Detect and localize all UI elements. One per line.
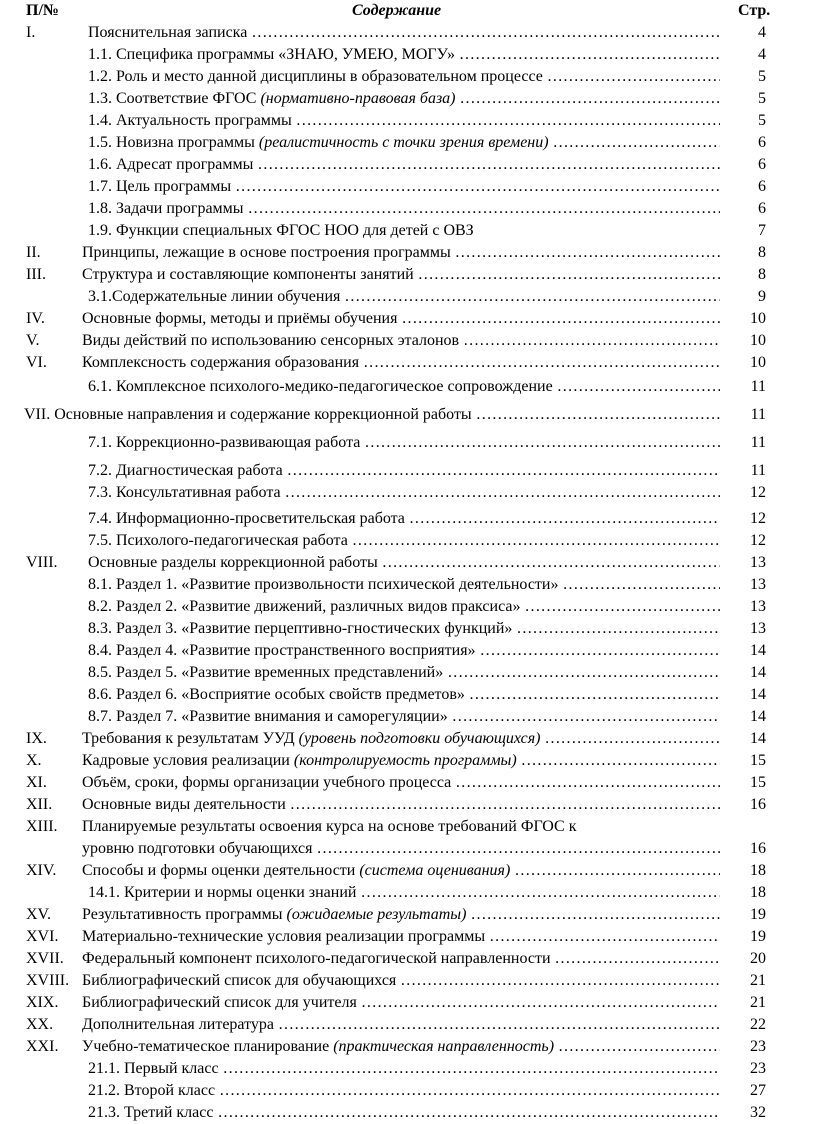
toc-row-number: IV.: [26, 310, 45, 327]
toc-row-title: [82, 1014, 720, 1036]
toc-row-page: 12: [750, 532, 766, 549]
toc-row: [0, 460, 816, 482]
toc-row-page: 5: [758, 90, 766, 107]
toc-row-title-text: 8.4. Раздел 4. «Развитие пространственного восприятия»: [88, 642, 476, 659]
toc-row-title-text: 8.6. Раздел 6. «Восприятие особых свойств предметов»: [88, 686, 465, 703]
toc-row-title: [82, 728, 720, 750]
toc-row: [0, 352, 816, 374]
toc-row-title: [88, 22, 720, 44]
toc-row: [0, 508, 816, 530]
toc-row-number: I.: [26, 24, 36, 41]
toc-row-title-text: 3.1.Содержательные линии обучения: [88, 288, 341, 305]
toc-row-title: [82, 330, 720, 352]
toc-row-page: 13: [750, 554, 766, 571]
toc-row-title-text: 14.1. Критерии и нормы оценки знаний: [88, 884, 357, 901]
toc-row-number: XVIII.: [26, 972, 70, 989]
toc-row-page: 19: [750, 928, 766, 945]
toc-row-title-text: 21.2. Второй класс: [88, 1082, 216, 1099]
toc-row: [0, 376, 816, 398]
toc-row: [0, 154, 816, 176]
toc-row-title: [88, 1102, 720, 1124]
toc-row: [0, 992, 816, 1014]
toc-row-page: 6: [758, 156, 766, 173]
toc-row: [0, 110, 816, 132]
toc-row-page: 19: [750, 906, 766, 923]
toc-row-title-text: Способы и формы оценки деятельности: [82, 862, 360, 879]
toc-row-title: [88, 640, 720, 662]
toc-row-number: XV.: [26, 906, 52, 923]
toc-row-page: 10: [750, 310, 766, 327]
toc-row: [0, 264, 816, 286]
toc-row-page: 11: [750, 406, 766, 423]
toc-row-title-text: 7.3. Консультативная работа: [88, 484, 281, 501]
toc-row-title-text: Требования к результатам УУД: [82, 730, 299, 747]
toc-row-title-text: 8.5. Раздел 5. «Развитие временных представлений»: [88, 664, 444, 681]
toc-row: [0, 198, 816, 220]
toc-row-page: 14: [750, 642, 766, 659]
toc-row-title: [88, 706, 720, 728]
toc-row-number: XX.: [26, 1016, 54, 1033]
toc-row-title-text: 1.5. Новизна программы: [88, 134, 259, 151]
toc-row-title-text: Пояснительная записка: [88, 24, 248, 41]
toc-row-title: [82, 904, 720, 926]
toc-row-title: [88, 662, 720, 684]
toc-row-page: 11: [750, 462, 766, 479]
toc-row: [0, 330, 816, 352]
toc-row-page: 5: [758, 112, 766, 129]
toc-row: [0, 684, 816, 706]
toc-row-title-text: 1.3. Соответствие ФГОС: [88, 90, 261, 107]
toc-row: [0, 860, 816, 882]
toc-row-title: [88, 508, 720, 530]
toc-row-page: 10: [750, 354, 766, 371]
toc-row-title-text: 1.6. Адресат программы: [88, 156, 254, 173]
toc-row-title-text: 7.5. Психолого-педагогическая работа: [88, 532, 348, 549]
toc-row-page: 4: [758, 24, 766, 41]
toc-row-page: 18: [750, 884, 766, 901]
toc-row-number: IX.: [26, 730, 47, 747]
toc-row-number: XXI.: [26, 1038, 59, 1055]
toc-row: [0, 88, 816, 110]
toc-row-title: [88, 1058, 720, 1080]
toc-row-title-text: Учебно-тематическое планирование: [82, 1038, 334, 1055]
toc-row-page: 32: [750, 1104, 766, 1121]
toc-row: [0, 1036, 816, 1058]
toc-row: [0, 618, 816, 640]
toc-row-title-text: 6.1. Комплексное психолого-медико-педагогическое сопровождение: [88, 378, 553, 395]
toc-row: [0, 794, 816, 816]
toc-row-title: [82, 1036, 720, 1058]
toc-row-page: 4: [758, 46, 766, 63]
toc-row-title-text: 1.7. Цель программы: [88, 178, 232, 195]
toc-row-title-text: Комплексность содержания образования: [82, 354, 360, 371]
toc-row-page: 14: [750, 708, 766, 725]
toc-row: [0, 816, 816, 838]
toc-row: [0, 750, 816, 772]
toc-row-number: XVI.: [26, 928, 59, 945]
toc-row-number: VI.: [26, 354, 47, 371]
toc-row-page: 13: [750, 598, 766, 615]
toc-row-title: [88, 530, 720, 552]
toc-row: [0, 970, 816, 992]
toc-row-page: 8: [758, 244, 766, 261]
toc-row-title: [88, 376, 720, 398]
toc-header-page: Стр.: [738, 2, 771, 19]
toc-row-title-text: 8.3. Раздел 3. «Развитие перцептивно-гностических функций»: [88, 620, 513, 637]
toc-row-title-italic: (контролируемость программы): [293, 752, 517, 769]
toc-row: [0, 838, 816, 860]
toc-row-title: [88, 882, 720, 904]
toc-row-number: X.: [26, 752, 42, 769]
toc-row: [0, 132, 816, 154]
toc-row-title-text: Дополнительная литература: [82, 1016, 274, 1033]
toc-row-title-text: 21.1. Первый класс: [88, 1060, 219, 1077]
toc-row: [0, 1014, 816, 1036]
toc-row-title-text: 8.7. Раздел 7. «Развитие внимания и саморегуляции»: [88, 708, 448, 725]
toc-row-number: II.: [26, 244, 41, 261]
toc-row-page: 21: [750, 972, 766, 989]
toc-row-title: [82, 308, 720, 330]
toc-row-title: [82, 926, 720, 948]
toc-row: [0, 404, 816, 426]
toc-row-title: [88, 574, 720, 596]
toc-row-title: [82, 838, 720, 860]
toc-row: [0, 530, 816, 552]
toc-row-page: 23: [750, 1038, 766, 1055]
toc-row-title-text: 1.2. Роль и место данной дисциплины в образовательном процессе: [88, 68, 543, 85]
toc-row-page: 27: [750, 1082, 766, 1099]
toc-row-number: XIV.: [26, 862, 57, 879]
toc-row-title-text: Основные виды деятельности: [82, 796, 286, 813]
toc-row: [0, 596, 816, 618]
toc-row-title: [88, 154, 720, 176]
toc-row-number: III.: [26, 266, 46, 283]
toc-row: [0, 948, 816, 970]
toc-row-title-text: Материально-технические условия реализации программы: [82, 928, 486, 945]
toc-row-title-text: 1.4. Актуальность программы: [88, 112, 292, 129]
toc-row: [0, 882, 816, 904]
toc-row-title-text: 8.2. Раздел 2. «Развитие движений, различных видов праксиса»: [88, 598, 521, 615]
toc-row-page: 6: [758, 178, 766, 195]
toc-row: [0, 22, 816, 44]
toc-row-page: 6: [758, 200, 766, 217]
toc-row-title: [88, 596, 720, 618]
toc-row-title: [88, 176, 720, 198]
toc-row-page: 20: [750, 950, 766, 967]
toc-row-page: 6: [758, 134, 766, 151]
toc-row: [0, 772, 816, 794]
toc-row-title: [88, 198, 720, 220]
toc-row-title-text: Объём, сроки, формы организации учебного процесса: [82, 774, 452, 791]
toc-row-title: [88, 684, 720, 706]
toc-row-page: 16: [750, 840, 766, 857]
toc-row-page: 10: [750, 332, 766, 349]
toc-row: [0, 640, 816, 662]
toc-row-page: 13: [750, 620, 766, 637]
toc-row-title: [82, 816, 720, 838]
toc-row-number: V.: [26, 332, 40, 349]
toc-row: [0, 574, 816, 596]
toc-row-title-text: Основные разделы коррекционной работы: [88, 554, 378, 571]
toc-row-title-text: 7.1. Коррекционно-развивающая работа: [88, 434, 361, 451]
toc-row-page: 5: [758, 68, 766, 85]
toc-row-title: [82, 948, 720, 970]
toc-row-title: [82, 242, 720, 264]
toc-row-title-text: Библиографический список для учителя: [82, 994, 357, 1011]
toc-row: [0, 44, 816, 66]
toc-row-title-text: 7.4. Информационно-просветительская работа: [88, 510, 405, 527]
toc-row-title-text: Планируемые результаты освоения курса на основе требований ФГОС к: [82, 818, 577, 835]
toc-row-page: 15: [750, 774, 766, 791]
toc-row-title-text: Федеральный компонент психолого-педагогической направленности: [82, 950, 551, 967]
toc-row-title-text: Структура и составляющие компоненты занятий: [82, 266, 414, 283]
toc-row-title-text: 1.9. Функции специальных ФГОС НОО для детей с ОВЗ: [88, 222, 474, 239]
toc-row-title: [88, 432, 720, 454]
toc-row-page: 12: [750, 484, 766, 501]
toc-row-page: 12: [750, 510, 766, 527]
toc-row: [0, 904, 816, 926]
toc-row-number: XVII.: [26, 950, 64, 967]
toc-row-title-text: 1.1. Специфика программы «ЗНАЮ, УМЕЮ, МОГУ»: [88, 46, 455, 63]
toc-row-number: XI.: [26, 774, 47, 791]
toc-row-page: 7: [758, 222, 766, 239]
toc-row-title: [82, 970, 720, 992]
toc-row-title: [88, 286, 720, 308]
toc-row-title-text: уровню подготовки обучающихся: [82, 840, 313, 857]
toc-row-title: [88, 44, 720, 66]
toc-row-page: 23: [750, 1060, 766, 1077]
toc-row: [0, 1058, 816, 1080]
toc-row-page: 21: [750, 994, 766, 1011]
toc-row-number: XII.: [26, 796, 53, 813]
toc-row-page: 11: [750, 378, 766, 395]
toc-row-page: 14: [750, 664, 766, 681]
toc-row: [0, 926, 816, 948]
toc-row-title: [88, 460, 720, 482]
toc-row-title-text: 8.1. Раздел 1. «Развитие произвольности психической деятельности»: [88, 576, 559, 593]
toc-row-title: [24, 404, 720, 426]
toc-row-page: 18: [750, 862, 766, 879]
toc-row: [0, 1080, 816, 1102]
toc-row-title: [88, 552, 720, 574]
toc-row-title: [82, 860, 720, 882]
toc-row: [0, 220, 816, 242]
toc-row-title-text: Библиографический список для обучающихся: [82, 972, 397, 989]
toc-row-title-text: 1.8. Задачи программы: [88, 200, 244, 217]
toc-row-title-italic: (система оценивания): [359, 862, 511, 879]
toc-row-title: [88, 132, 720, 154]
toc-row-title: [88, 1080, 720, 1102]
toc-row-number: XIII.: [26, 818, 58, 835]
toc-row-title: [88, 220, 720, 242]
toc-row-title-text: 7.2. Диагностическая работа: [88, 462, 283, 479]
toc-row-page: 22: [750, 1016, 766, 1033]
toc-row-title-text: 21.3. Третий класс: [88, 1104, 214, 1121]
toc-row: [0, 482, 816, 504]
toc-row: [0, 662, 816, 684]
toc-header-title: Содержание: [352, 2, 442, 19]
toc-row-title: [82, 352, 720, 374]
toc-row-title: [88, 482, 720, 504]
toc-row-title: [82, 264, 720, 286]
toc-row-title-text: Основные формы, методы и приёмы обучения: [82, 310, 398, 327]
toc-row-title-italic: (ожидаемые результаты): [286, 906, 467, 923]
toc-row-title-text: Результативность программы: [82, 906, 287, 923]
toc-row-page: 15: [750, 752, 766, 769]
toc-row: [0, 552, 816, 574]
toc-row: [0, 308, 816, 330]
toc-row-page: 8: [758, 266, 766, 283]
toc-row: [0, 1102, 816, 1124]
toc-row-page: 9: [758, 288, 766, 305]
toc-row-title-italic: (уровень подготовки обучающихся): [298, 730, 541, 747]
toc-row-title: [88, 110, 720, 132]
toc-row-page: 13: [750, 576, 766, 593]
toc-row-title-text: Кадровые условия реализации: [82, 752, 294, 769]
toc-row-title-text: Виды действий по использованию сенсорных эталонов: [82, 332, 460, 349]
toc-row-title: [88, 66, 720, 88]
toc-header-number: П/№: [26, 2, 59, 19]
toc-row-title: [82, 992, 720, 1014]
toc-row-page: 14: [750, 686, 766, 703]
toc-row-title-italic: (нормативно-правовая база): [260, 90, 456, 107]
toc-row-page: 16: [750, 796, 766, 813]
toc-row-title-text: VII. Основные направления и содержание коррекционной работы: [24, 406, 472, 423]
toc-row-page: 14: [750, 730, 766, 747]
toc-row: [0, 432, 816, 454]
toc-row: [0, 242, 816, 264]
toc-row-number: XIX.: [26, 994, 59, 1011]
toc-row-title: [82, 794, 720, 816]
toc-row: [0, 66, 816, 88]
toc-row-title: [82, 750, 720, 772]
toc-row-title-italic: (реалистичность с точки зрения времени): [258, 134, 549, 151]
toc-row-page: 11: [750, 434, 766, 451]
toc-row: [0, 286, 816, 308]
toc-row: [0, 176, 816, 198]
toc-row: [0, 706, 816, 728]
toc-row-title: [88, 88, 720, 110]
toc-row-title: [88, 618, 720, 640]
toc-row: [0, 728, 816, 750]
toc-row-title-text: Принципы, лежащие в основе построения программы: [82, 244, 451, 261]
toc-row-title: [82, 772, 720, 794]
toc-row-title-italic: (практическая направленность): [333, 1038, 555, 1055]
toc-row-number: VIII.: [26, 554, 58, 571]
